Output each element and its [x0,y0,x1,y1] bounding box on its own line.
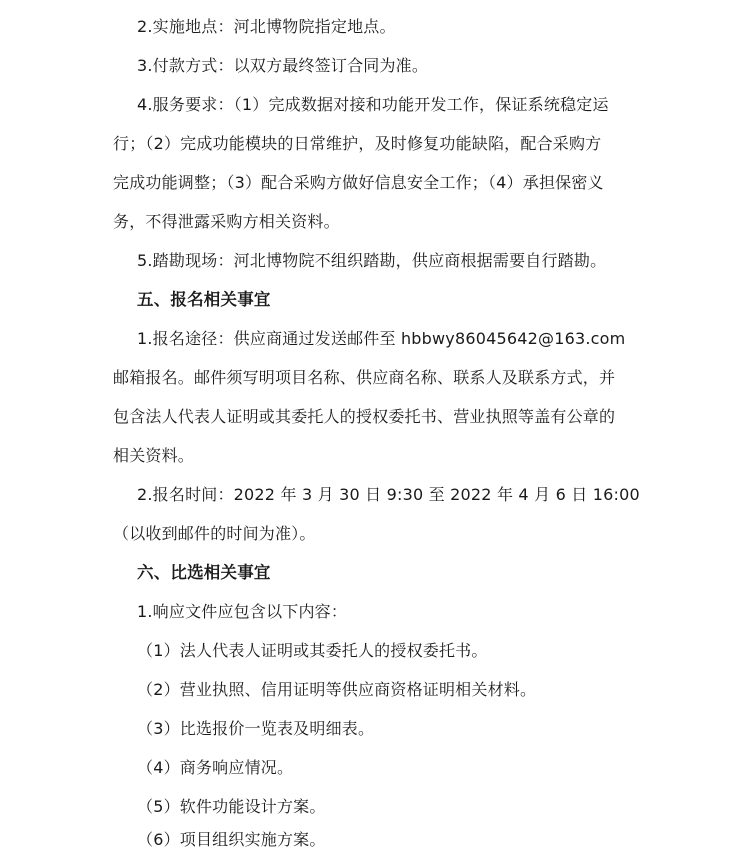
paragraph-implementation-location: 2.实施地点：河北博物院指定地点。 [137,17,396,36]
paragraph-registration-time: 2.报名时间：2022 年 3 月 30 日 9:30 至 2022 年 4 月 6 日 16:00 [137,485,640,504]
list-item-authorization: （1）法人代表人证明或其委托人的授权委托书。 [137,641,488,660]
paragraph-service-requirements-line-3: 完成功能调整；（3）配合采购方做好信息安全工作；（4）承担保密义 [113,173,604,192]
paragraph-service-requirements: 4.服务要求：（1）完成数据对接和功能开发工作，保证系统稳定运 [137,95,609,114]
list-item-qualification: （2）营业执照、信用证明等供应商资格证明相关材料。 [137,680,537,699]
list-item-software-design: （5）软件功能设计方案。 [137,797,326,816]
paragraph-registration-channel-line-3: 包含法人代表人证明或其委托人的授权委托书、营业执照等盖有公章的 [113,407,616,426]
paragraph-service-requirements-line-2: 行；（2）完成功能模块的日常维护，及时修复功能缺陷，配合采购方 [113,134,602,153]
paragraph-service-requirements-line-4: 务，不得泄露采购方相关资料。 [113,212,340,231]
list-item-quotation: （3）比选报价一览表及明细表。 [137,719,375,738]
section-heading-selection: 六、比选相关事宜 [137,563,271,582]
list-item-implementation-plan: （6）项目组织实施方案。 [137,830,326,849]
paragraph-registration-channel-line-2: 邮箱报名。邮件须写明项目名称、供应商名称、联系人及联系方式，并 [113,368,616,387]
paragraph-payment-method: 3.付款方式：以双方最终签订合同为准。 [137,56,429,75]
paragraph-registration-channel-line-4: 相关资料。 [113,446,195,465]
paragraph-response-contents: 1.响应文件应包含以下内容： [137,602,348,621]
paragraph-site-survey: 5.踏勘现场：河北博物院不组织踏勘，供应商根据需要自行踏勘。 [137,251,607,270]
paragraph-registration-time-line-2: （以收到邮件的时间为准）。 [113,524,316,543]
paragraph-registration-channel: 1.报名途径：供应商通过发送邮件至 hbbwy86045642@163.com [137,329,626,348]
section-heading-registration: 五、报名相关事宜 [137,290,271,309]
list-item-business-response: （4）商务响应情况。 [137,758,294,777]
